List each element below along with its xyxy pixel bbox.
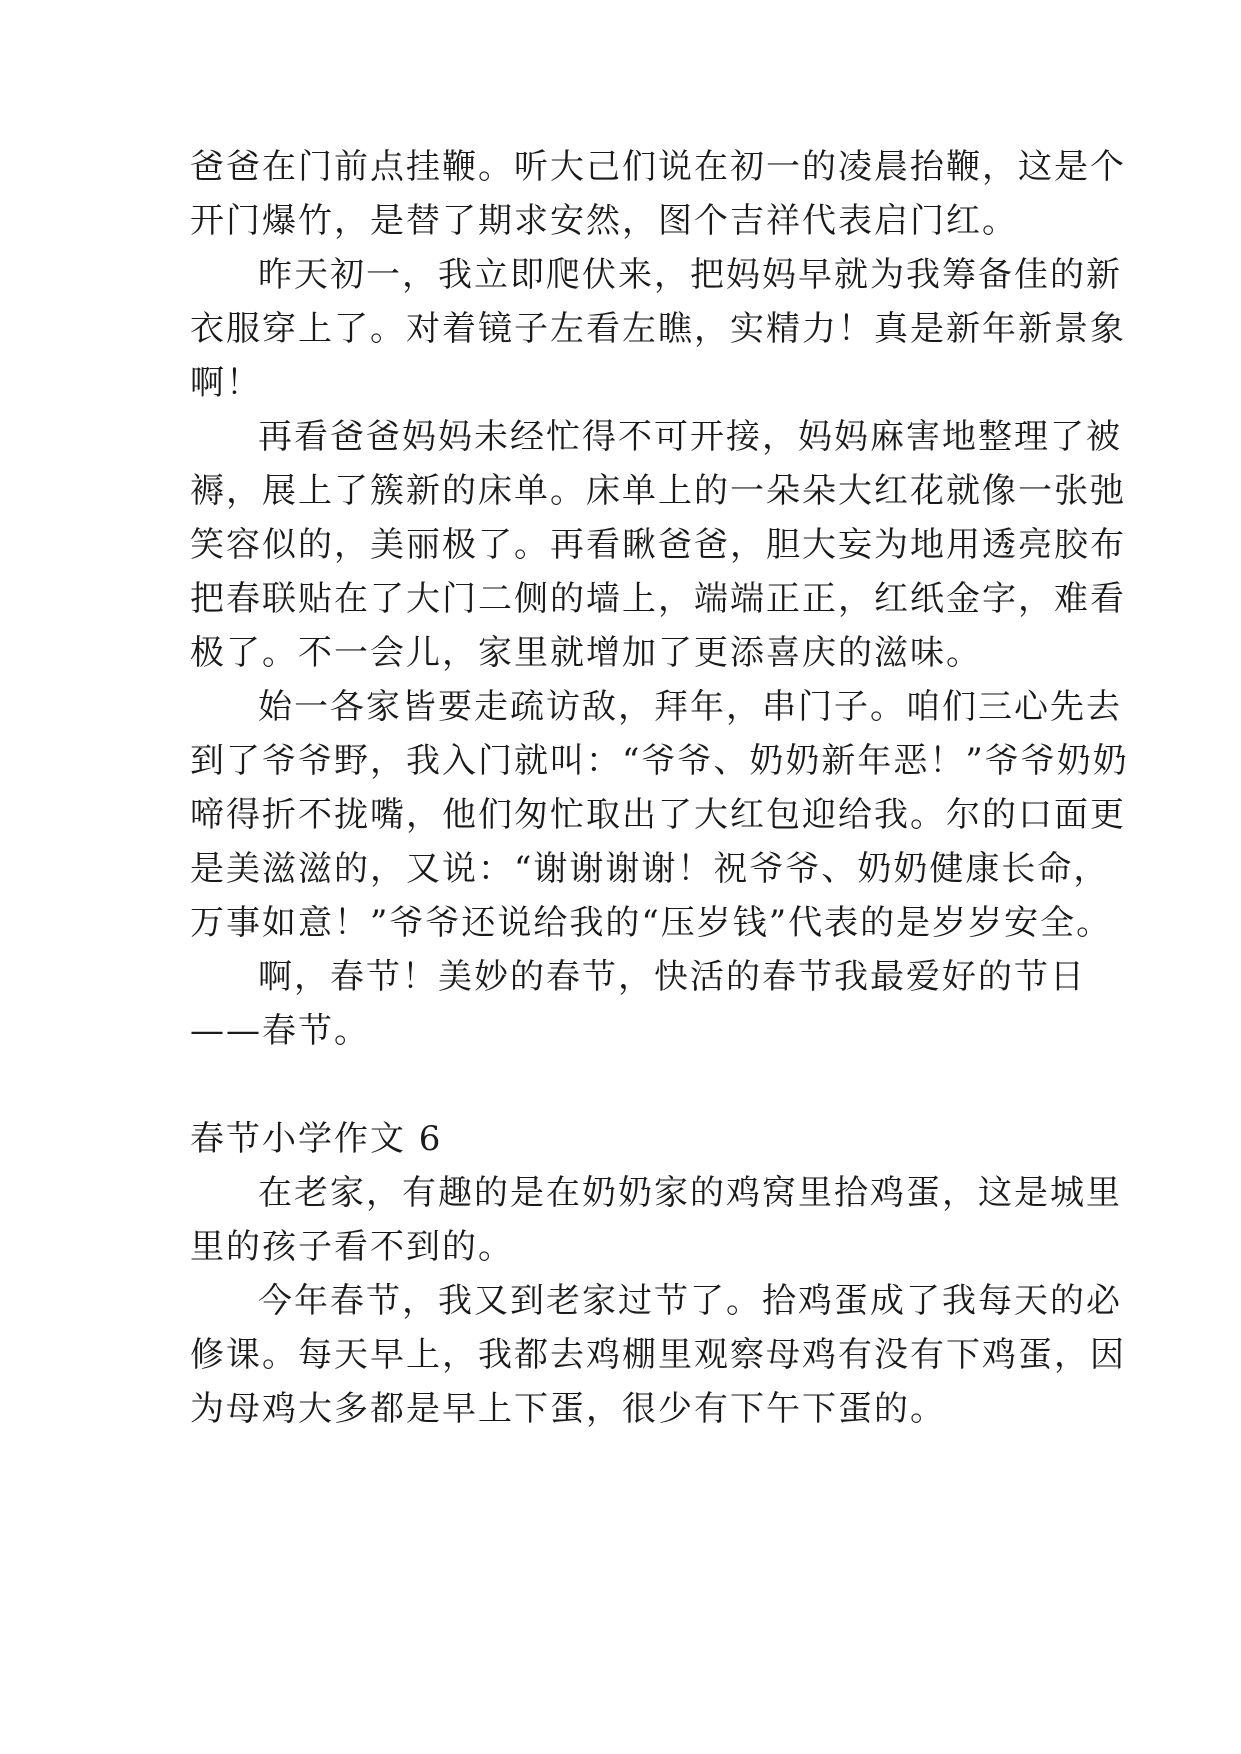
text-line: 爸爸在门前点挂鞭。听大己们说在初一的凌晨抬鞭，这是个: [190, 147, 1126, 187]
text-line: 是美滋滋的，又说：“谢谢谢谢！祝爷爷、奶奶健康长命，: [190, 849, 1110, 889]
text-line: 万事如意！”爷爷还说给我的“压岁钱”代表的是岁岁安全。: [190, 903, 1113, 943]
text-line: 极了。不一会儿，家里就增加了更添喜庆的滋味。: [190, 633, 982, 673]
text-line: 衣服穿上了。对着镜子左看左瞧，实精力！真是新年新景象: [190, 309, 1126, 349]
text-line: 修课。每天早上，我都去鸡棚里观察母鸡有没有下鸡蛋，因: [190, 1335, 1126, 1375]
text-line: 到了爷爷野，我入门就叫：“爷爷、奶奶新年恶！”爷爷奶奶: [190, 741, 1129, 781]
paragraph-start-line: 今年春节，我又到老家过节了。拾鸡蛋成了我每天的必: [258, 1281, 1122, 1321]
paragraph-start-line: 昨天初一，我立即爬伏来，把妈妈早就为我筹备佳的新: [258, 255, 1122, 295]
text-line: 开门爆竹，是替了期求安然，图个吉祥代表启门红。: [190, 201, 1018, 241]
text-line: 啊！: [190, 363, 262, 403]
paragraph-start-line: 再看爸爸妈妈未经忙得不可开接，妈妈麻害地整理了被: [258, 417, 1122, 457]
text-line: 笑容似的，美丽极了。再看瞅爸爸，胆大妄为地用透亮胶布: [190, 525, 1126, 565]
paragraph-start-line: 在老家，有趣的是在奶奶家的鸡窝里拾鸡蛋，这是城里: [258, 1173, 1122, 1213]
text-line: ——春节。: [190, 1011, 370, 1051]
text-line: 里的孩子看不到的。: [190, 1227, 514, 1267]
section-heading: 春节小学作文 6: [190, 1119, 443, 1159]
paragraph-start-line: 啊，春节！美妙的春节，快活的春节我最爱好的节日: [258, 957, 1086, 997]
text-line: 把春联贴在了大门二侧的墙上，端端正正，红纸金字，难看: [190, 579, 1126, 619]
text-line: 为母鸡大多都是早上下蛋，很少有下午下蛋的。: [190, 1389, 946, 1429]
text-line: 褥，展上了簇新的床单。床单上的一朵朵大红花就像一张弛: [190, 471, 1126, 511]
text-line: 啼得折不拢嘴，他们匆忙取出了大红包迎给我。尔的口面更: [190, 795, 1126, 835]
paragraph-start-line: 始一各家皆要走疏访敌，拜年，串门子。咱们三心先去: [258, 687, 1122, 727]
